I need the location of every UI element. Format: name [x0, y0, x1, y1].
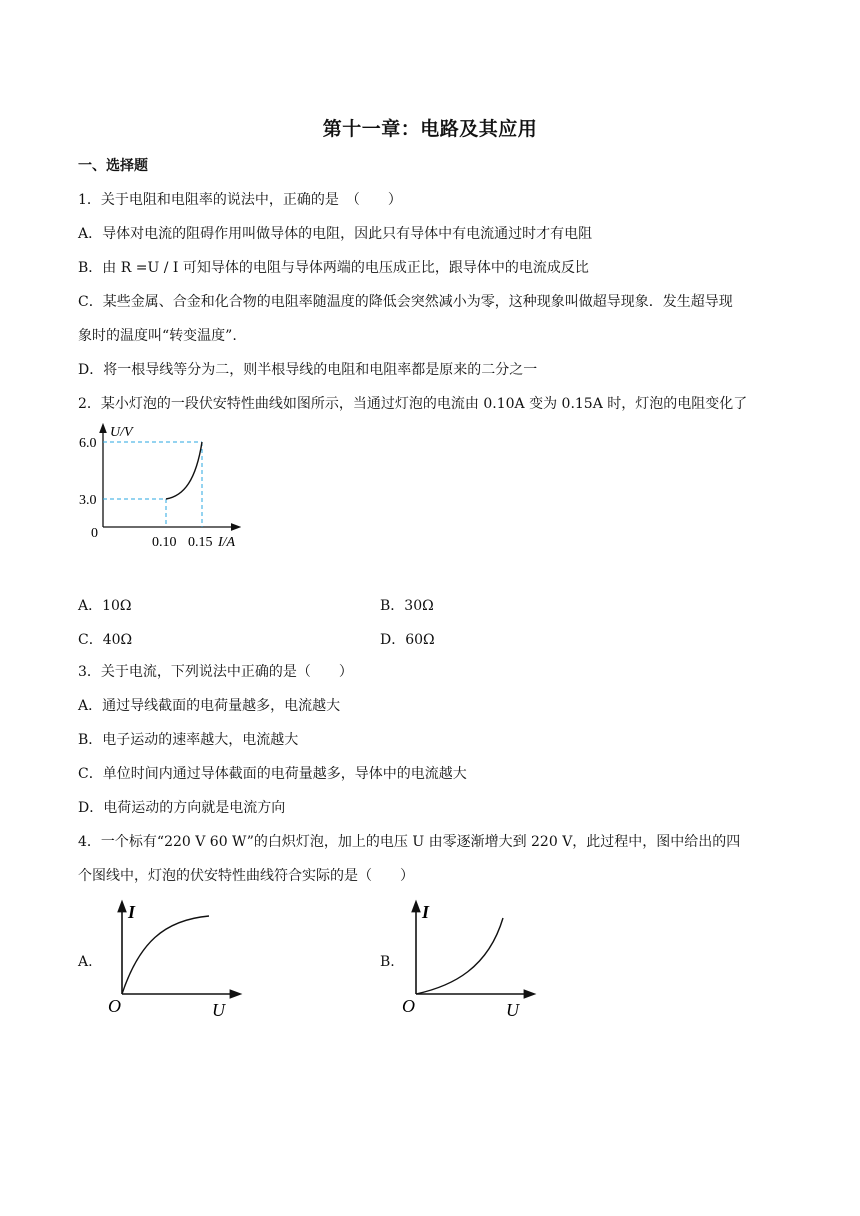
- q1-option-a: A．导体对电流的阻碍作用叫做导体的电阻，因此只有导体中有电流通过时才有电阻: [78, 226, 593, 242]
- q4-graph-b: [398, 898, 538, 1020]
- y-tick-3: 3.0: [79, 493, 97, 508]
- y-tick-6: 6.0: [79, 436, 97, 451]
- page-title: 第十一章：电路及其应用: [322, 118, 538, 140]
- section-heading: 一、选择题: [78, 158, 148, 174]
- q1-option-d: D．将一根导线等分为二，则半根导线的电阻和电阻率都是原来的二分之一: [78, 362, 538, 378]
- q2-option-a: A．10Ω: [78, 598, 132, 614]
- q1-option-c: C．某些金属、合金和化合物的电阻率随温度的降低会突然减小为零，这种现象叫做超导现象．发生超导现: [78, 294, 733, 310]
- q1-option-b: B．由 R =U / I 可知导体的电阻与导体两端的电压成正比，跟导体中的电流成反比: [78, 260, 589, 276]
- iv-curve: [166, 442, 202, 499]
- q4-option-a-label: A.: [78, 954, 93, 970]
- q3-option-b: B．电子运动的速率越大，电流越大: [78, 732, 299, 748]
- svg-text:O: O: [108, 996, 121, 1016]
- x-tick-010: 0.10: [152, 535, 177, 550]
- x-axis-label: I/A: [218, 535, 236, 550]
- q4-stem: 4．一个标有“220 V 60 W”的白炽灯泡，加上的电压 U 由零逐渐增大到 220 V，此过程中，图中给出的四: [78, 834, 741, 850]
- q2-option-b: B．30Ω: [380, 598, 434, 614]
- q2-stem: 2．某小灯泡的一段伏安特性曲线如图所示，当通过灯泡的电流由 0.10A 变为 0.15A 时，灯泡的电阻变化了: [78, 396, 748, 412]
- q1-stem: 1．关于电阻和电阻率的说法中，正确的是 （ ）: [78, 192, 402, 208]
- q3-option-a: A．通过导线截面的电荷量越多，电流越大: [78, 698, 341, 714]
- curve-concave-up: [416, 918, 503, 994]
- svg-text:I: I: [128, 902, 136, 922]
- q4-stem-cont: 个图线中，灯泡的伏安特性曲线符合实际的是（ ）: [78, 868, 414, 884]
- x-tick-015: 0.15: [188, 535, 213, 550]
- y-axis-label: U/V: [110, 425, 133, 440]
- q3-option-d: D．电荷运动的方向就是电流方向: [78, 800, 286, 816]
- svg-text:I: I: [422, 902, 430, 922]
- origin-label: 0: [91, 526, 98, 541]
- svg-text:O: O: [402, 996, 415, 1016]
- q2-option-d: D．60Ω: [380, 632, 435, 648]
- q4-graph-a: [104, 898, 244, 1020]
- svg-text:U: U: [212, 1000, 225, 1020]
- q2-ui-graph: [76, 420, 266, 555]
- curve-concave-down: [122, 916, 209, 994]
- q3-stem: 3．关于电流，下列说法中正确的是（ ）: [78, 664, 353, 680]
- q4-option-b-label: B.: [380, 954, 395, 970]
- svg-text:U: U: [506, 1000, 519, 1020]
- q1-option-c-cont: 象时的温度叫“转变温度”.: [78, 328, 237, 344]
- q2-option-c: C．40Ω: [78, 632, 133, 648]
- q3-option-c: C．单位时间内通过导体截面的电荷量越多，导体中的电流越大: [78, 766, 467, 782]
